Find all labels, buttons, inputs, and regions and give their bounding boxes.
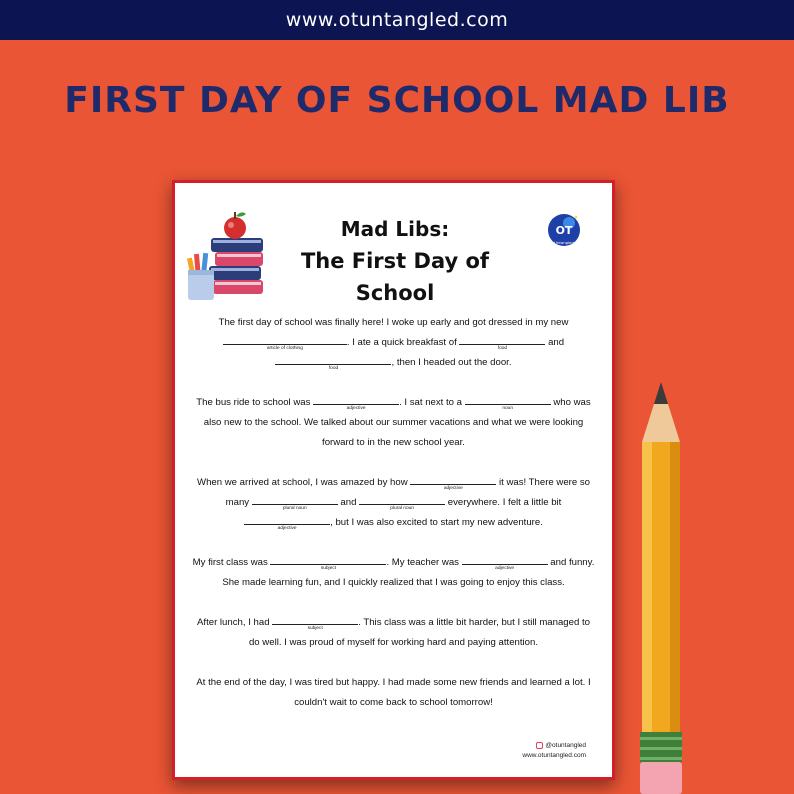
- blank-plural-noun-1[interactable]: [252, 495, 338, 511]
- text: , but I was also excited to start my new adventure.: [330, 517, 543, 528]
- blank-hint: adjective: [346, 406, 366, 411]
- text: , then I headed out the door.: [391, 357, 512, 368]
- blank-hint: food: [497, 346, 508, 351]
- blank-hint: adjective: [495, 566, 515, 571]
- paragraph-4: [191, 553, 596, 593]
- site-url[interactable]: www.otuntangled.com: [285, 9, 509, 31]
- text: and: [337, 497, 360, 508]
- text: and: [545, 337, 565, 348]
- text: At the end of the day, I was tired but happy. I had made some new friends and learned a lot. I couldn't wait to come back to school tomorrow!: [196, 677, 591, 708]
- blank-article-of-clothing[interactable]: [223, 335, 347, 351]
- story-text: [191, 313, 596, 733]
- pencil-icon: [640, 382, 682, 794]
- blank-hint: noun: [502, 406, 514, 411]
- worksheet-title: [265, 213, 525, 309]
- blank-plural-noun-2[interactable]: [359, 495, 445, 511]
- title-line-1: Mad Libs:: [340, 217, 450, 241]
- text: The first day of school was finally here! I woke up early and got dressed in my new: [218, 317, 569, 328]
- ot-untangled-logo: [547, 213, 581, 247]
- blank-hint: adjective: [277, 526, 297, 531]
- text: and funny. She made learning fun, and I quickly realized that I was going to enjoy this class.: [222, 557, 595, 588]
- blank-adjective[interactable]: [462, 555, 548, 571]
- paragraph-2: [191, 393, 596, 453]
- paragraph-1: [191, 313, 596, 373]
- text: everywhere. I felt a little bit: [445, 497, 562, 508]
- blank-adjective[interactable]: [244, 515, 330, 531]
- text: . I sat next to a: [399, 397, 465, 408]
- text: it was! There were so many: [225, 477, 590, 508]
- text: . This class was a little bit harder, but I still managed to do well. I was proud of myself for working hard and paying attention.: [248, 617, 590, 648]
- blank-food-2[interactable]: [275, 355, 391, 371]
- page-headline: FIRST DAY OF SCHOOL MAD LIB: [64, 80, 730, 121]
- paragraph-5: [191, 613, 596, 653]
- credits-site[interactable]: www.otuntangled.com: [522, 752, 586, 759]
- paragraph-3: [191, 473, 596, 533]
- text: After lunch, I had: [197, 617, 273, 628]
- title-line-2: The First Day of School: [300, 249, 490, 305]
- blank-adjective[interactable]: [313, 395, 399, 411]
- blank-hint: article of clothing: [266, 346, 303, 351]
- text: who was also new to the school. We talked about our summer vacations and what we were looking forward to in the new school year.: [203, 397, 591, 448]
- text: My first class was: [192, 557, 271, 568]
- blank-hint: adjective: [443, 486, 463, 491]
- books-apple-pencils-icon: [185, 198, 270, 303]
- blank-subject[interactable]: [272, 615, 358, 631]
- blank-hint: plural noun: [282, 506, 307, 511]
- instagram-handle[interactable]: @otuntangled: [545, 742, 586, 749]
- text: The bus ride to school was: [196, 397, 314, 408]
- blank-subject[interactable]: [270, 555, 386, 571]
- blank-hint: subject: [307, 626, 323, 631]
- blank-adjective[interactable]: [410, 475, 496, 491]
- blank-noun[interactable]: [465, 395, 551, 411]
- text: . I ate a quick breakfast of: [346, 337, 460, 348]
- worksheet-credits: [522, 741, 586, 761]
- top-banner: [0, 0, 794, 40]
- paragraph-6: [191, 673, 596, 713]
- text: . My teacher was: [386, 557, 462, 568]
- blank-hint: food: [328, 366, 339, 371]
- logo-text: OT: [555, 224, 573, 237]
- text: When we arrived at school, I was amazed by how: [197, 477, 411, 488]
- instagram-icon: [536, 742, 543, 749]
- worksheet: [172, 180, 615, 780]
- blank-hint: subject: [320, 566, 337, 571]
- blank-food-1[interactable]: [459, 335, 545, 351]
- logo-subtext: Untangled: [554, 240, 574, 245]
- blank-hint: plural noun: [390, 506, 414, 511]
